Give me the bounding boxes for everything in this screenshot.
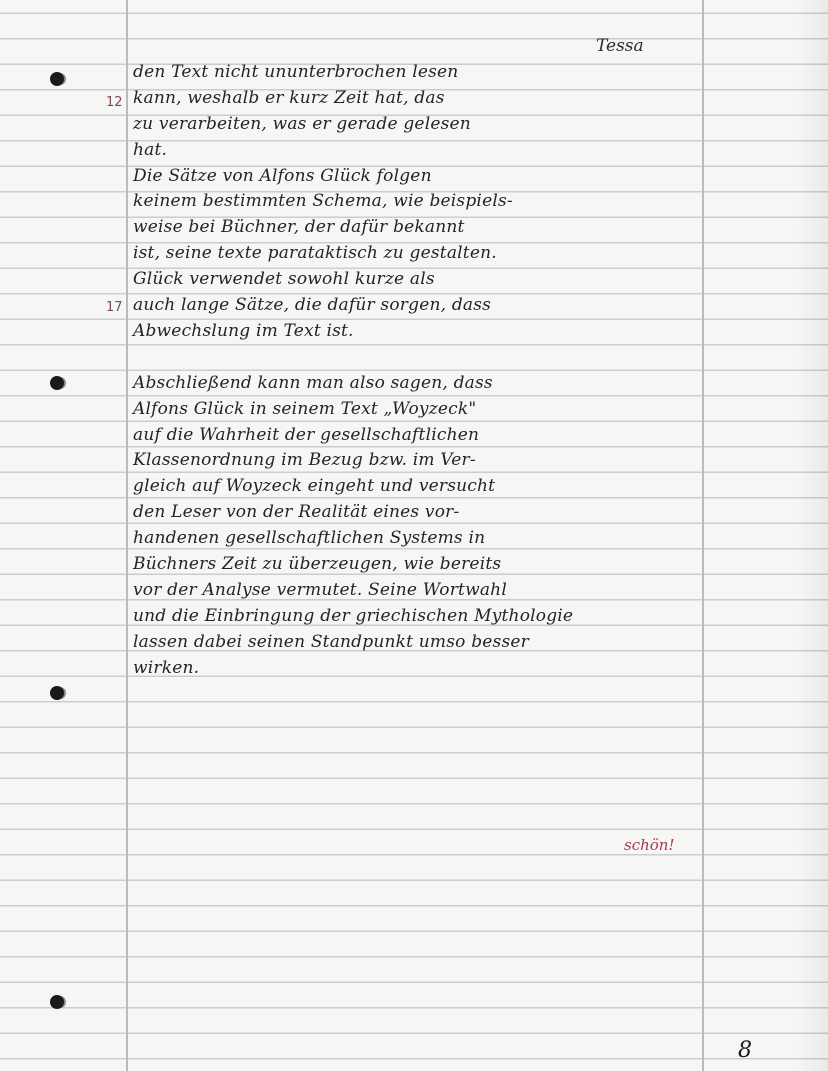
text-line: den Leser von der Realität eines vor- [133,502,460,523]
text-line: vor der Analyse vermutet. Seine Wortwahl [133,579,507,600]
text-line: keinem bestimmten Schema, wie beispiels- [133,191,513,212]
text-line: weise bei Büchner, der dafür bekannt [133,217,465,238]
punch-hole [50,686,64,700]
line-number-note: 17 [106,300,123,315]
text-line: auf die Wahrheit der gesellschaftlichen [133,424,480,445]
punch-hole [50,72,64,86]
text-line: Die Sätze von Alfons Glück folgen [133,165,432,186]
page-shadow [795,0,828,1071]
text-line: hat. [133,139,168,160]
text-line: gleich auf Woyzeck eingeht und versucht [133,476,496,497]
student-name: Tessa [596,36,644,56]
text-line: wirken. [133,657,200,678]
punch-hole [50,376,64,390]
text-line: und die Einbringung der griechischen Mythologie [133,605,574,626]
paragraph-gap [133,345,603,371]
text-line: den Text nicht ununterbrochen lesen [133,62,459,82]
teacher-comment: schön! [624,836,675,854]
text-line: Alfons Glück in seinem Text „Woyzeck" [133,398,477,419]
right-margin-line [702,0,704,1071]
text-line: Abschließend kann man also sagen, dass [133,372,493,393]
left-margin-line [126,0,128,1071]
text-line: Glück verwendet sowohl kurze als [133,269,435,290]
text-line: kann, weshalb er kurz Zeit hat, das [133,87,445,108]
text-line: Büchners Zeit zu überzeugen, wie bereits [133,554,502,575]
text-line: ist, seine texte parataktisch zu gestalten. [133,243,497,264]
handwritten-text [133,60,603,681]
text-line: lassen dabei seinen Standpunkt umso besser [133,631,529,652]
text-line: Klassenordnung im Bezug bzw. im Ver- [133,450,476,471]
text-line: handenen gesellschaftlichen Systems in [133,528,486,549]
line-number-note: 12 [106,95,123,110]
text-line: Abwechslung im Text ist. [133,320,354,341]
text-line: zu verarbeiten, was er gerade gelesen [133,113,471,134]
text-line: auch lange Sätze, die dafür sorgen, dass [133,295,492,316]
punch-hole [50,995,64,1009]
page-number: 8 [738,1038,752,1063]
